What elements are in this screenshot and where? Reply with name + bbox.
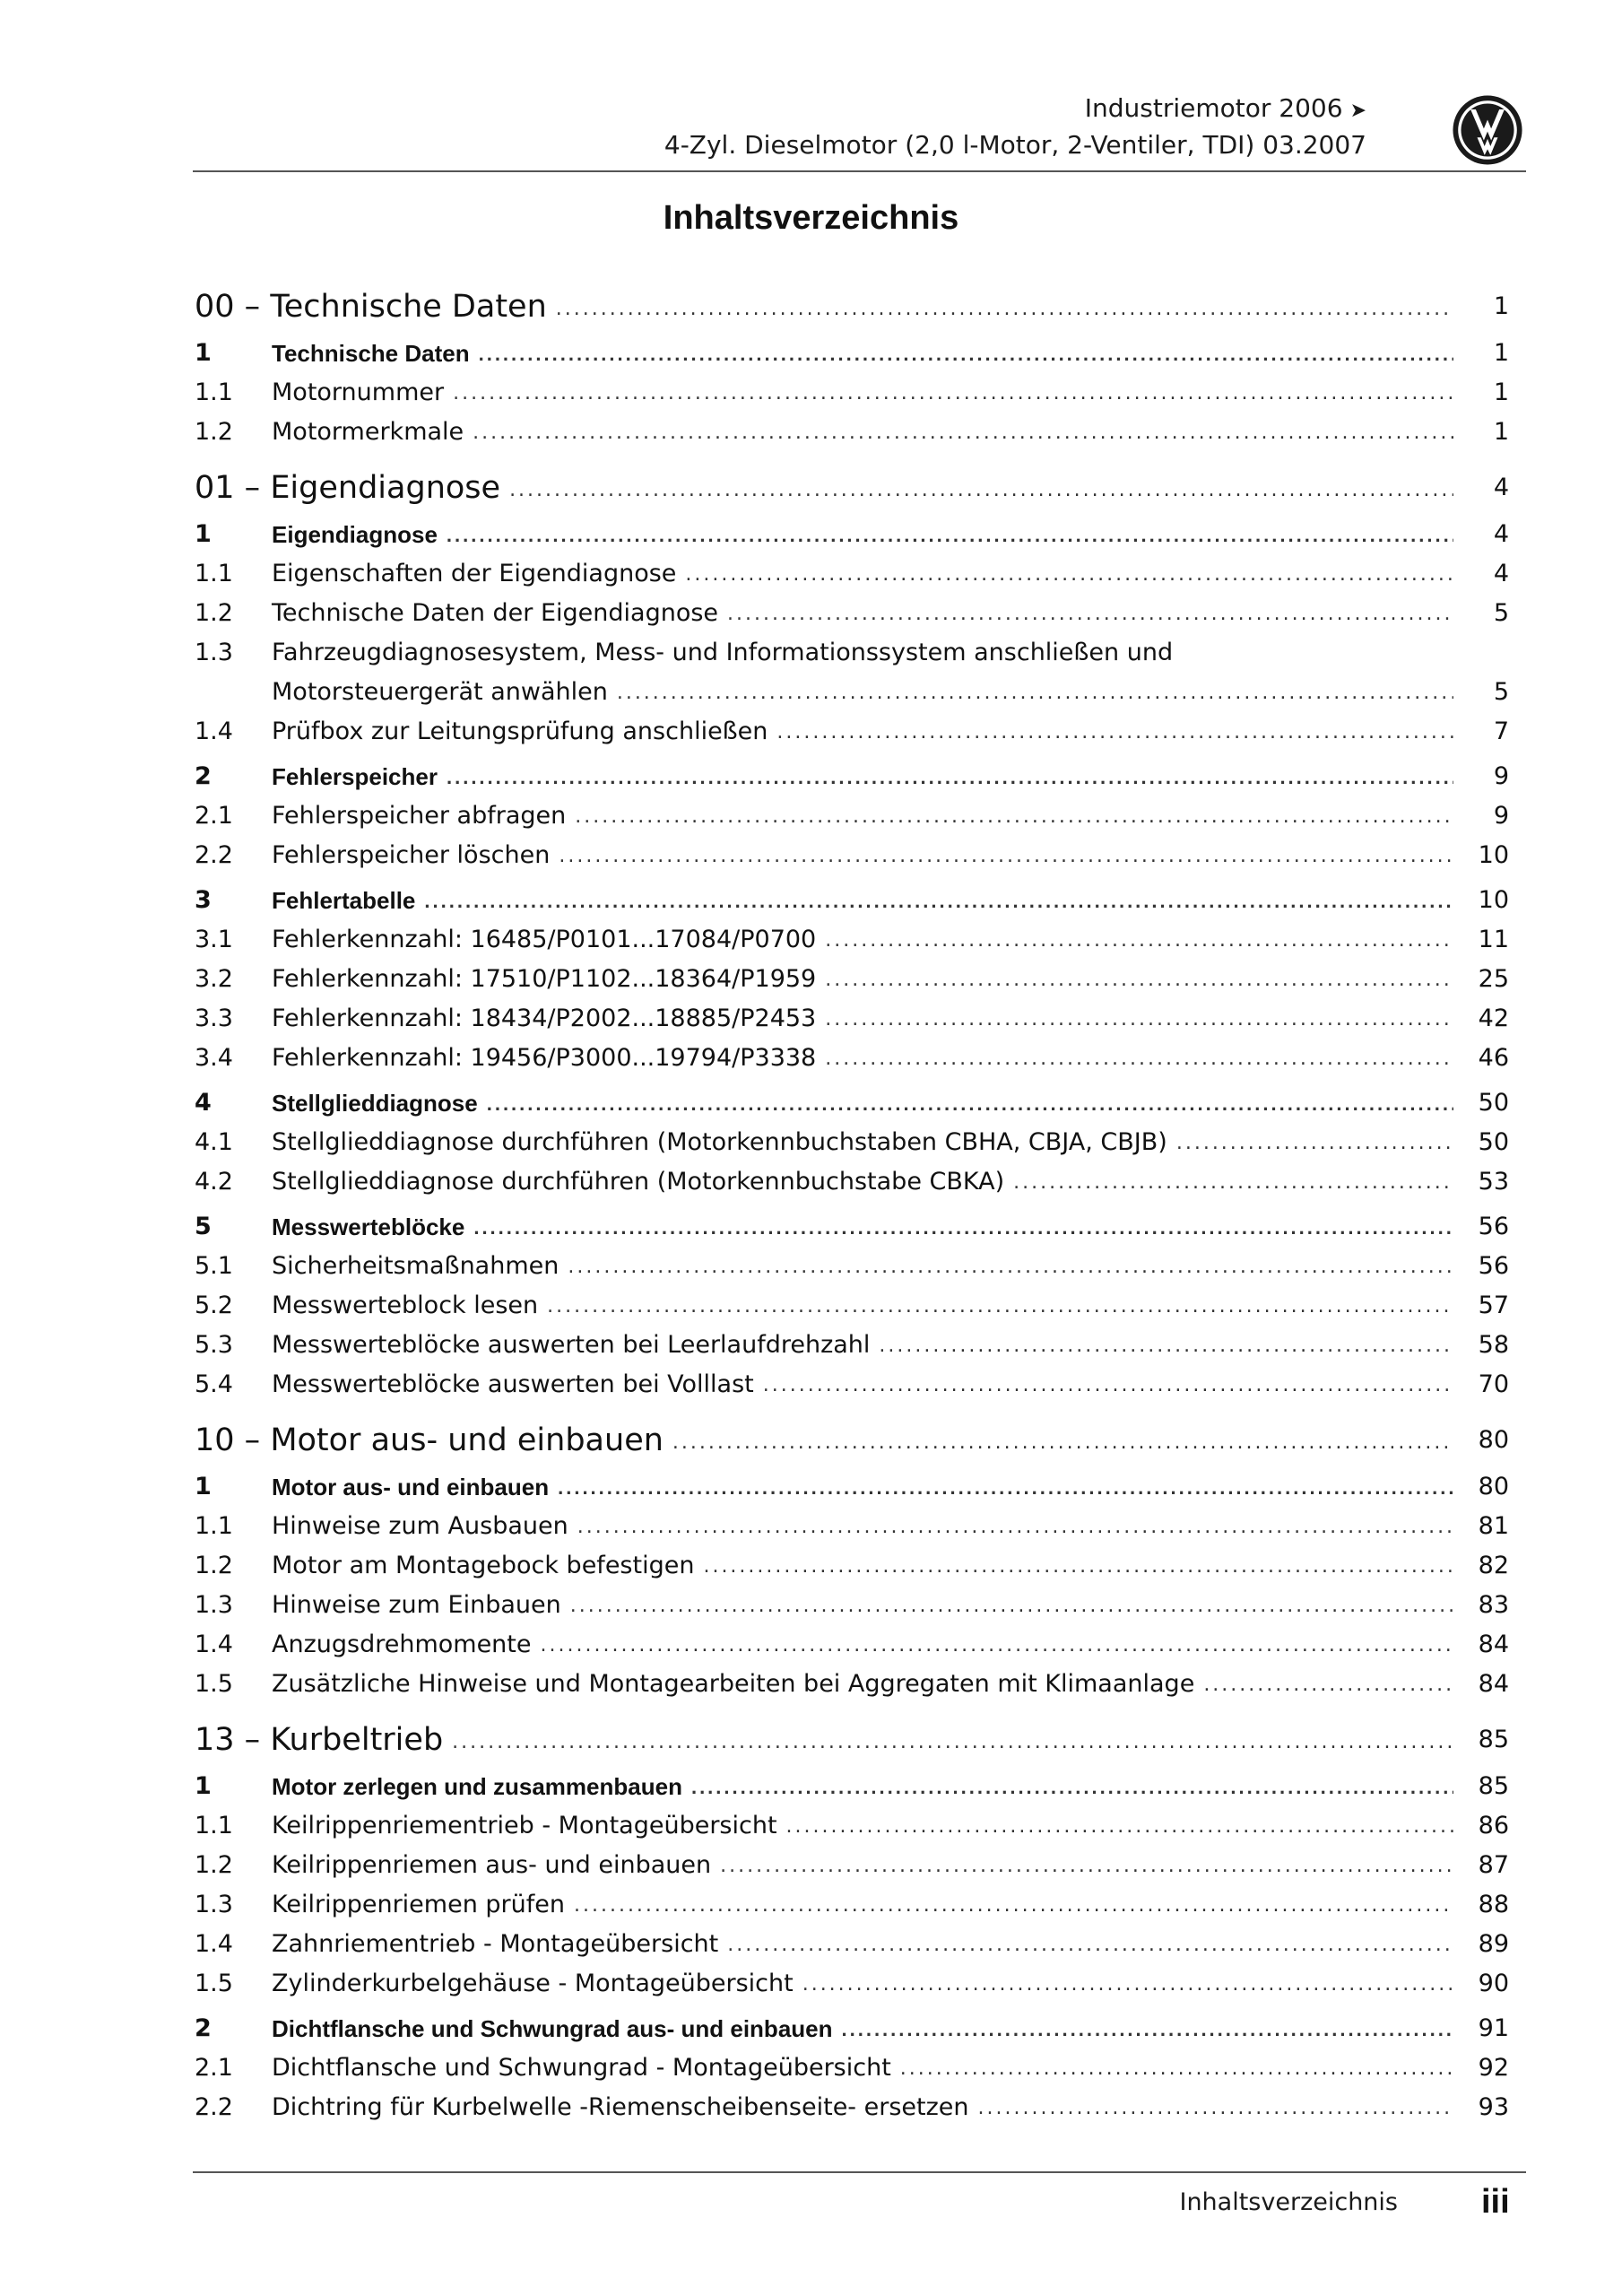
toc-entry-label: Messwerteblöcke auswerten bei Leerlaufdrehzahl <box>272 1331 871 1359</box>
toc-dot-leader <box>452 1726 1453 1761</box>
toc-dot-leader <box>447 761 1453 796</box>
toc-entry-number: 1.4 <box>195 718 233 745</box>
toc-entry-label: Anzugsdrehmomente <box>272 1631 532 1658</box>
toc-entry-label: Messwerteblöcke auswerten bei Volllast <box>272 1370 754 1398</box>
toc-entry[interactable] <box>195 1964 1509 2004</box>
toc-dot-leader <box>825 1003 1453 1039</box>
toc-entry-number: 1.3 <box>195 1891 233 1918</box>
toc-page-number: 92 <box>1478 2054 1509 2082</box>
toc-page-number: 85 <box>1478 1726 1509 1753</box>
header-product: Industriemotor 2006 <box>1084 93 1343 123</box>
toc-entry-label: Motor aus- und einbauen <box>272 1474 550 1500</box>
toc-entry-label: Keilrippenriemen aus- und einbauen <box>272 1851 712 1879</box>
toc-entry-number: 4.1 <box>195 1128 233 1156</box>
toc-entry-label: Fehlerkennzahl: 18434/P2002...18885/P2453 <box>272 1004 817 1032</box>
toc-dot-leader <box>825 1042 1453 1078</box>
toc-page-number: 1 <box>1493 339 1509 367</box>
page-header <box>664 91 1366 162</box>
toc-entry-label: Eigendiagnose <box>270 470 501 506</box>
toc-entry[interactable] <box>195 633 1509 712</box>
toc-entry-number: 2.2 <box>195 2093 233 2121</box>
toc-page-number: 42 <box>1478 1004 1509 1032</box>
toc-entry[interactable] <box>195 1546 1509 1586</box>
toc-entry-label: Zusätzliche Hinweise und Montagearbeiten bei Aggregaten mit Klimaanlage <box>272 1670 1195 1698</box>
page-number: iii <box>1481 2183 1510 2221</box>
toc-section[interactable] <box>195 1207 1509 1247</box>
toc-entry-number: 1.2 <box>195 1552 233 1579</box>
toc-dot-leader <box>879 1329 1453 1365</box>
toc-dot-leader <box>763 1369 1453 1405</box>
toc-page-number: 58 <box>1478 1331 1509 1359</box>
toc-entry-number: 13 – <box>195 1722 261 1758</box>
toc-entry-number: 3.1 <box>195 926 233 953</box>
toc-dot-leader <box>547 1290 1453 1326</box>
toc-dot-leader <box>574 1889 1453 1925</box>
toc-entry-number: 1 <box>195 1473 212 1500</box>
toc-entry-number: 10 – <box>195 1422 261 1458</box>
toc-entry-label: Technische Daten <box>270 289 547 325</box>
toc-page-number: 70 <box>1478 1370 1509 1398</box>
toc-entry-label: Motor aus- und einbauen <box>270 1422 664 1458</box>
toc-entry-number: 1.1 <box>195 1512 233 1540</box>
toc-page-number: 11 <box>1478 926 1509 953</box>
toc-page-number: 9 <box>1493 762 1509 790</box>
toc-entry[interactable] <box>195 1365 1509 1405</box>
toc-entry-label: Messwerteblöcke <box>272 1213 465 1240</box>
toc-dot-leader <box>691 1770 1453 1806</box>
toc-page-number: 4 <box>1493 520 1509 548</box>
toc-page-number: 4 <box>1493 474 1509 501</box>
toc-entry-label: Sicherheitsmaßnahmen <box>272 1252 559 1280</box>
toc-entry-label: Zylinderkurbelgehäuse - Montageübersicht <box>272 1970 794 1997</box>
toc-page-number: 56 <box>1478 1213 1509 1240</box>
toc-entry[interactable] <box>195 1507 1509 1546</box>
toc-entry-number: 00 – <box>195 289 261 325</box>
toc-entry[interactable] <box>195 1247 1509 1286</box>
toc-dot-leader <box>559 839 1453 875</box>
toc-entry-number: 5.1 <box>195 1252 233 1280</box>
toc-dot-leader <box>447 518 1453 554</box>
toc-page-number: 89 <box>1478 1930 1509 1958</box>
toc-page-number: 1 <box>1493 378 1509 406</box>
toc-dot-leader <box>1203 1668 1453 1704</box>
toc-entry-label: Stellglieddiagnose durchführen (Motorkennbuchstabe CBKA) <box>272 1168 1005 1196</box>
toc-entry-label: Messwerteblock lesen <box>272 1292 539 1319</box>
toc-page-number: 88 <box>1478 1891 1509 1918</box>
toc-entry-number: 5.4 <box>195 1370 233 1398</box>
toc-entry-label: Motor zerlegen und zusammenbauen <box>272 1773 682 1800</box>
toc-entry-number: 5 <box>195 1213 212 1240</box>
toc-dot-leader <box>617 676 1453 712</box>
toc-entry-number: 5.2 <box>195 1292 233 1319</box>
toc-page-number: 46 <box>1478 1044 1509 1072</box>
toc-entry-label: Zahnriementrieb - Montageübersicht <box>272 1930 719 1958</box>
toc-dot-leader <box>479 337 1453 373</box>
toc-entry-number: 1.1 <box>195 1812 233 1839</box>
toc-entry[interactable] <box>195 1665 1509 1704</box>
toc-page-number: 50 <box>1478 1089 1509 1117</box>
toc-entry-label: Fehlerkennzahl: 19456/P3000...19794/P3338 <box>272 1044 817 1072</box>
toc-entry-label: Stellglieddiagnose <box>272 1090 478 1117</box>
toc-dot-leader <box>473 1211 1453 1247</box>
toc-page-number: 5 <box>1493 678 1509 706</box>
toc-dot-leader <box>825 963 1453 999</box>
toc-entry-label: Fehlerspeicher löschen <box>272 841 551 869</box>
toc-dot-leader <box>424 884 1453 920</box>
toc-entry[interactable] <box>195 1123 1509 1162</box>
toc-entry-number: 2.1 <box>195 2054 233 2082</box>
toc-entry-label: Fehlerspeicher <box>272 763 438 790</box>
toc-entry-label: Dichtring für Kurbelwelle -Riemenscheibenseite- ersetzen <box>272 2093 969 2121</box>
toc-entry-label: Kurbeltrieb <box>270 1722 444 1758</box>
toc-dot-leader <box>487 1087 1453 1123</box>
toc-dot-leader <box>727 1928 1453 1964</box>
toc-page-number: 9 <box>1493 802 1509 830</box>
toc-page-number: 80 <box>1478 1426 1509 1454</box>
toc-dot-leader <box>570 1589 1453 1625</box>
header-divider <box>193 170 1526 172</box>
toc-entry-number: 1.3 <box>195 1591 233 1619</box>
toc-entry-number: 1.1 <box>195 378 233 406</box>
toc-page-number: 84 <box>1478 1670 1509 1698</box>
toc-dot-leader <box>577 1510 1453 1546</box>
toc-page-number: 90 <box>1478 1970 1509 1997</box>
toc-dot-leader <box>900 2052 1453 2088</box>
toc-entry-line-2 <box>195 673 1509 712</box>
toc-entry[interactable] <box>195 413 1509 452</box>
toc-page-number: 1 <box>1493 292 1509 320</box>
toc-entry-number: 1.2 <box>195 418 233 446</box>
toc-entry[interactable] <box>195 1039 1509 1078</box>
toc-entry[interactable] <box>195 1586 1509 1625</box>
toc-entry-label: Eigendiagnose <box>272 521 438 548</box>
toc-page-number: 10 <box>1478 841 1509 869</box>
toc-entry-number: 3 <box>195 886 212 914</box>
toc-page-number: 7 <box>1493 718 1509 745</box>
toc-page-number: 93 <box>1478 2093 1509 2121</box>
toc-dot-leader <box>685 558 1453 594</box>
toc-entry-label-continued: Motorsteuergerät anwählen <box>272 678 608 706</box>
toc-section[interactable] <box>195 1467 1509 1507</box>
toc-entry-label: Dichtflansche und Schwungrad - Montageübersicht <box>272 2054 891 2082</box>
toc-entry-number: 2.2 <box>195 841 233 869</box>
toc-entry-label: Fehlertabelle <box>272 887 416 914</box>
toc-entry[interactable] <box>195 836 1509 875</box>
toc-page-number: 83 <box>1478 1591 1509 1619</box>
toc-dot-leader <box>509 474 1453 509</box>
toc-entry-number: 1.4 <box>195 1631 233 1658</box>
toc-entry-number: 1.1 <box>195 560 233 587</box>
toc-entry-number: 1 <box>195 1772 212 1800</box>
toc-dot-leader <box>802 1968 1453 2004</box>
toc-entry-number: 1.3 <box>195 639 233 666</box>
toc-dot-leader <box>727 597 1453 633</box>
toc-page-number: 1 <box>1493 418 1509 446</box>
toc-page-number: 87 <box>1478 1851 1509 1879</box>
toc-entry-line-1 <box>195 633 1509 673</box>
header-line-1 <box>664 91 1366 128</box>
toc-entry-label: Keilrippenriementrieb - Montageübersicht <box>272 1812 777 1839</box>
toc-section[interactable] <box>195 1083 1509 1123</box>
toc-dot-leader <box>473 416 1453 452</box>
toc-dot-leader <box>558 1471 1453 1507</box>
toc-entry[interactable] <box>195 999 1509 1039</box>
toc-page-number: 82 <box>1478 1552 1509 1579</box>
toc-entry-label: Stellglieddiagnose durchführen (Motorkennbuchstaben CBHA, CBJA, CBJB) <box>272 1128 1167 1156</box>
toc-chapter-spacer <box>260 466 270 509</box>
footer-label: Inhaltsverzeichnis <box>1179 2188 1398 2216</box>
toc-dot-leader <box>776 716 1453 752</box>
toc-entry-label: Fehlerkennzahl: 16485/P0101...17084/P0700 <box>272 926 817 953</box>
toc-dot-leader <box>556 292 1453 328</box>
toc-entry[interactable] <box>195 920 1509 960</box>
toc-dot-leader <box>672 1426 1453 1462</box>
toc-section[interactable] <box>195 515 1509 554</box>
header-line-2: 4-Zyl. Dieselmotor (2,0 l-Motor, 2-Ventiler, TDI) 03.2007 <box>664 130 1366 160</box>
toc-dot-leader <box>703 1550 1453 1586</box>
toc-dot-leader <box>568 1250 1453 1286</box>
toc-section[interactable] <box>195 2009 1509 2048</box>
toc-entry-label: Fehlerkennzahl: 17510/P1102...18364/P1959 <box>272 965 817 993</box>
toc-page-number: 5 <box>1493 599 1509 627</box>
toc-dot-leader <box>842 2013 1454 2048</box>
toc-entry-label: Motormerkmale <box>272 418 464 446</box>
toc-entry-label: Technische Daten der Eigendiagnose <box>272 599 719 627</box>
toc-chapter-spacer <box>260 285 270 328</box>
toc-entry[interactable] <box>195 1925 1509 1964</box>
toc-page-number: 50 <box>1478 1128 1509 1156</box>
toc-page-number: 80 <box>1478 1473 1509 1500</box>
toc-entry[interactable] <box>195 373 1509 413</box>
toc-entry[interactable] <box>195 1625 1509 1665</box>
toc-chapter[interactable] <box>195 466 1509 509</box>
toc-entry[interactable] <box>195 796 1509 836</box>
toc-page-number: 56 <box>1478 1252 1509 1280</box>
toc-page-number: 57 <box>1478 1292 1509 1319</box>
page-title: Inhaltsverzeichnis <box>663 199 959 237</box>
toc-entry[interactable] <box>195 1806 1509 1846</box>
toc-section[interactable] <box>195 334 1509 373</box>
toc-page-number: 81 <box>1478 1512 1509 1540</box>
toc-entry[interactable] <box>195 554 1509 594</box>
toc-entry[interactable] <box>195 2048 1509 2088</box>
toc-page-number: 91 <box>1478 2014 1509 2042</box>
toc-entry-label: Keilrippenriemen prüfen <box>272 1891 565 1918</box>
toc-entry-number: 1.5 <box>195 1670 233 1698</box>
toc-entry-label: Motornummer <box>272 378 445 406</box>
toc-page-number: 85 <box>1478 1772 1509 1800</box>
toc-dot-leader <box>1176 1126 1453 1162</box>
toc-section[interactable] <box>195 757 1509 796</box>
toc-dot-leader <box>825 924 1453 960</box>
toc-chapter[interactable] <box>195 285 1509 328</box>
toc-entry-number: 2 <box>195 762 212 790</box>
footer-divider <box>193 2171 1526 2173</box>
toc-entry-number: 4 <box>195 1089 212 1117</box>
toc-entry-number: 1.4 <box>195 1930 233 1958</box>
toc-entry-number: 1 <box>195 339 212 367</box>
vw-logo-icon <box>1451 93 1524 167</box>
toc-entry-number: 4.2 <box>195 1168 233 1196</box>
toc-section[interactable] <box>195 1767 1509 1806</box>
toc-entry-label: Fehlerspeicher abfragen <box>272 802 567 830</box>
toc-entry[interactable] <box>195 960 1509 999</box>
toc-entry-label: Technische Daten <box>272 340 470 367</box>
toc-page-number: 86 <box>1478 1812 1509 1839</box>
toc-entry[interactable] <box>195 594 1509 633</box>
toc-dot-leader <box>575 800 1453 836</box>
toc-entry[interactable] <box>195 1846 1509 1885</box>
toc-dot-leader <box>720 1849 1453 1885</box>
toc-entry-label: Fahrzeugdiagnosesystem, Mess- und Informationssystem anschließen und <box>272 639 1174 666</box>
toc-entry-label: Hinweise zum Einbauen <box>272 1591 561 1619</box>
toc-dot-leader <box>1013 1166 1453 1202</box>
toc-chapter[interactable] <box>195 1419 1509 1462</box>
toc-entry-number: 1.2 <box>195 1851 233 1879</box>
toc-dot-leader <box>786 1810 1453 1846</box>
toc-dot-leader <box>453 377 1453 413</box>
toc-entry-label: Eigenschaften der Eigendiagnose <box>272 560 677 587</box>
toc-entry[interactable] <box>195 1885 1509 1925</box>
toc-page-number: 84 <box>1478 1631 1509 1658</box>
toc-dot-leader <box>541 1629 1454 1665</box>
toc-entry[interactable] <box>195 1326 1509 1365</box>
toc-page-number: 10 <box>1478 886 1509 914</box>
toc-entry[interactable] <box>195 1162 1509 1202</box>
toc-page-number: 53 <box>1478 1168 1509 1196</box>
toc-dot-leader <box>978 2092 1453 2127</box>
toc-entry-number: 3.4 <box>195 1044 233 1072</box>
toc-entry-number: 5.3 <box>195 1331 233 1359</box>
toc-chapter-spacer <box>260 1419 270 1462</box>
toc-entry[interactable] <box>195 2088 1509 2127</box>
toc-entry-number: 3.3 <box>195 1004 233 1032</box>
toc-entry-number: 01 – <box>195 470 261 506</box>
toc-page-number: 25 <box>1478 965 1509 993</box>
toc-entry-label: Hinweise zum Ausbauen <box>272 1512 568 1540</box>
table-of-contents <box>195 285 1509 2127</box>
toc-entry-number: 1.2 <box>195 599 233 627</box>
toc-section[interactable] <box>195 881 1509 920</box>
toc-entry-label: Motor am Montagebock befestigen <box>272 1552 695 1579</box>
toc-entry[interactable] <box>195 712 1509 752</box>
arrow-right-icon: ➤ <box>1349 100 1366 122</box>
toc-entry-number: 1.5 <box>195 1970 233 1997</box>
toc-chapter-spacer <box>260 1718 270 1761</box>
toc-entry-label: Dichtflansche und Schwungrad aus- und einbauen <box>272 2015 833 2042</box>
toc-entry-number: 3.2 <box>195 965 233 993</box>
toc-entry-number: 2.1 <box>195 802 233 830</box>
toc-entry-label: Prüfbox zur Leitungsprüfung anschließen <box>272 718 768 745</box>
toc-page-number: 4 <box>1493 560 1509 587</box>
toc-entry-number: 1 <box>195 520 212 548</box>
toc-entry[interactable] <box>195 1286 1509 1326</box>
toc-entry-number: 2 <box>195 2014 212 2042</box>
toc-chapter[interactable] <box>195 1718 1509 1761</box>
